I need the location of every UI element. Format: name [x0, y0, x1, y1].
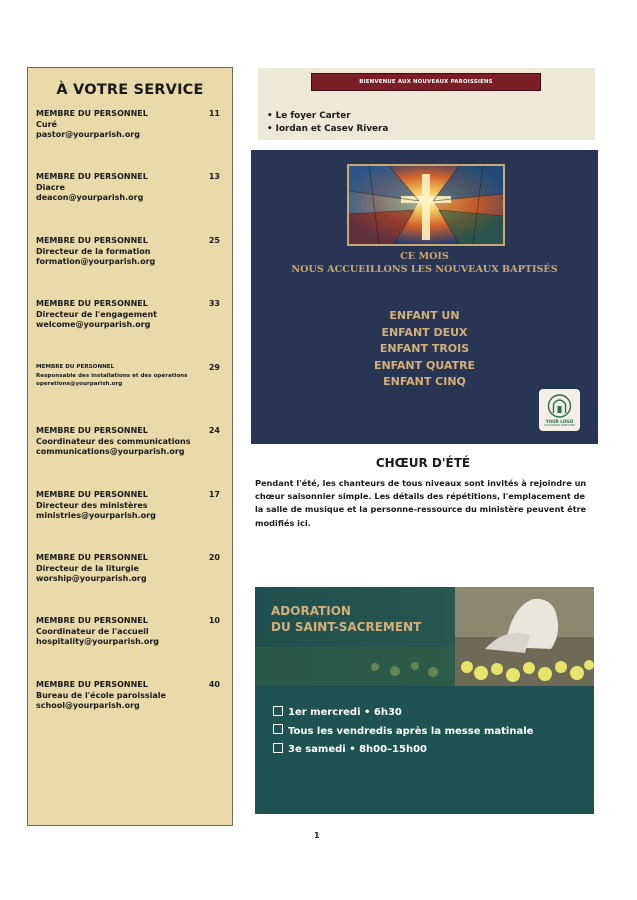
baptism-heading-line: CE MOIS	[400, 251, 449, 262]
staff-email[interactable]: welcome@yourparish.org	[36, 320, 151, 329]
time-text: 1er mercredi • 6h30	[288, 707, 402, 718]
child-name: ENFANT UN	[389, 309, 460, 322]
logo-subtext: YOUR PARISH NAME HERE	[544, 424, 575, 427]
staff-role: MEMBRE DU PERSONNEL	[36, 172, 148, 181]
staff-entry	[36, 109, 226, 141]
staff-title: Curé	[36, 119, 57, 129]
child-name: ENFANT QUATRE	[373, 358, 476, 372]
adoration-title-line: DU SAINT-SACREMENT	[271, 619, 422, 634]
logo-text: YOUR LOGO	[545, 419, 574, 424]
staff-email[interactable]: worship@yourparish.org	[36, 574, 147, 583]
child-name: ENFANT TROIS	[379, 342, 470, 355]
staff-entry	[36, 616, 226, 648]
checkbox-icon	[273, 743, 283, 753]
staff-role: MEMBRE DU PERSONNEL	[36, 299, 148, 308]
staff-extension: 10	[208, 616, 220, 625]
staff-email[interactable]: communications@yourparish.org	[36, 447, 185, 456]
staff-extension: 33	[208, 299, 220, 308]
staff-email[interactable]: operations@yourparish.org	[36, 381, 123, 387]
welcome-banner: BIENVENUE AUX NOUVEAUX PAROISSIENS	[311, 73, 541, 91]
staff-title: Coordinateur des communications	[36, 436, 191, 446]
staff-entry	[36, 363, 226, 389]
choir-description: Pendant l'été, les chanteurs de tous niveaux sont invités à rejoindre un chœur saisonnier simple. Les détails des répétitions, l'emplacement de la salle de musique et la personne-ressource du ministère peuvent être modifiés ici.	[255, 478, 587, 528]
adoration-section	[255, 587, 594, 814]
time-text: 3e samedi • 8h00–15h00	[288, 744, 428, 755]
welcome-list	[267, 110, 388, 136]
baptism-section	[251, 150, 598, 444]
checkbox-icon	[273, 724, 283, 734]
choir-title: CHŒUR D'ÉTÉ	[375, 456, 471, 470]
staff-entry	[36, 490, 226, 522]
staff-title: Responsable des installations et des opérations	[36, 372, 188, 379]
baptism-heading	[251, 251, 598, 276]
staff-role: MEMBRE DU PERSONNEL	[36, 616, 148, 625]
list-item	[273, 723, 533, 742]
staff-email[interactable]: formation@yourparish.org	[36, 257, 156, 266]
staff-entry	[36, 553, 226, 585]
staff-title: Directeur des ministères	[36, 500, 148, 510]
staff-title: Coordinateur de l'accueil	[36, 626, 149, 636]
list-item	[273, 704, 533, 723]
adoration-times	[273, 704, 533, 760]
parish-logo	[539, 389, 580, 431]
staff-extension: 25	[208, 236, 220, 245]
staff-role: MEMBRE DU PERSONNEL	[36, 236, 148, 245]
checkbox-icon	[273, 706, 283, 716]
stained-glass-art	[349, 166, 503, 244]
staff-role: MEMBRE DU PERSONNEL	[36, 680, 148, 689]
adoration-photo	[255, 587, 594, 686]
staff-title: Diacre	[36, 182, 65, 192]
staff-extension: 20	[208, 553, 220, 562]
staff-role: MEMBRE DU PERSONNEL	[36, 426, 148, 435]
staff-role: MEMBRE DU PERSONNEL	[36, 364, 115, 370]
garden-statue-photo	[255, 587, 594, 686]
sidebar-title: À VOTRE SERVICE	[56, 82, 204, 98]
staff-extension: 24	[208, 426, 220, 435]
staff-email[interactable]: school@yourparish.org	[36, 701, 140, 710]
adoration-title	[271, 604, 421, 635]
staff-title: Bureau de l'école paroissiale	[36, 690, 166, 700]
adoration-title-line: ADORATION	[271, 604, 351, 618]
list-item: • Iordan et Casev Rivera	[267, 124, 389, 134]
welcome-section	[258, 68, 595, 140]
staff-entry	[36, 299, 226, 331]
child-name: ENFANT DEUX	[381, 325, 468, 339]
staff-entry	[36, 426, 226, 458]
children-list	[251, 308, 598, 391]
stained-glass-image	[347, 164, 505, 246]
staff-extension: 29	[208, 363, 220, 372]
staff-email[interactable]: pastor@yourparish.org	[36, 130, 140, 139]
staff-email[interactable]: deacon@yourparish.org	[36, 193, 144, 202]
staff-title: Directeur de l'engagement	[36, 309, 157, 319]
staff-role: MEMBRE DU PERSONNEL	[36, 490, 148, 499]
list-item	[273, 741, 533, 760]
staff-extension: 11	[208, 109, 220, 118]
list-item: • Le foyer Carter	[267, 111, 351, 121]
child-name: ENFANT CINQ	[383, 375, 466, 388]
staff-role: MEMBRE DU PERSONNEL	[36, 109, 148, 118]
staff-entry	[36, 172, 226, 204]
staff-extension: 17	[208, 490, 220, 499]
staff-role: MEMBRE DU PERSONNEL	[36, 553, 148, 562]
staff-entry	[36, 236, 226, 268]
time-text: Tous les vendredis après la messe matinale	[288, 725, 534, 737]
staff-extension: 40	[208, 680, 220, 689]
baptism-heading-line: NOUS ACCUEILLONS LES NOUVEAUX BAPTISÉS	[291, 263, 558, 275]
staff-email[interactable]: ministries@yourparish.org	[36, 511, 156, 520]
staff-sidebar	[27, 67, 233, 826]
page-number: 1	[314, 831, 320, 840]
staff-email[interactable]: hospitality@yourparish.org	[36, 637, 159, 646]
staff-title: Directeur de la liturgie	[36, 563, 139, 573]
staff-title: Directeur de la formation	[36, 246, 151, 256]
staff-extension: 13	[208, 172, 220, 181]
staff-entry	[36, 680, 226, 712]
